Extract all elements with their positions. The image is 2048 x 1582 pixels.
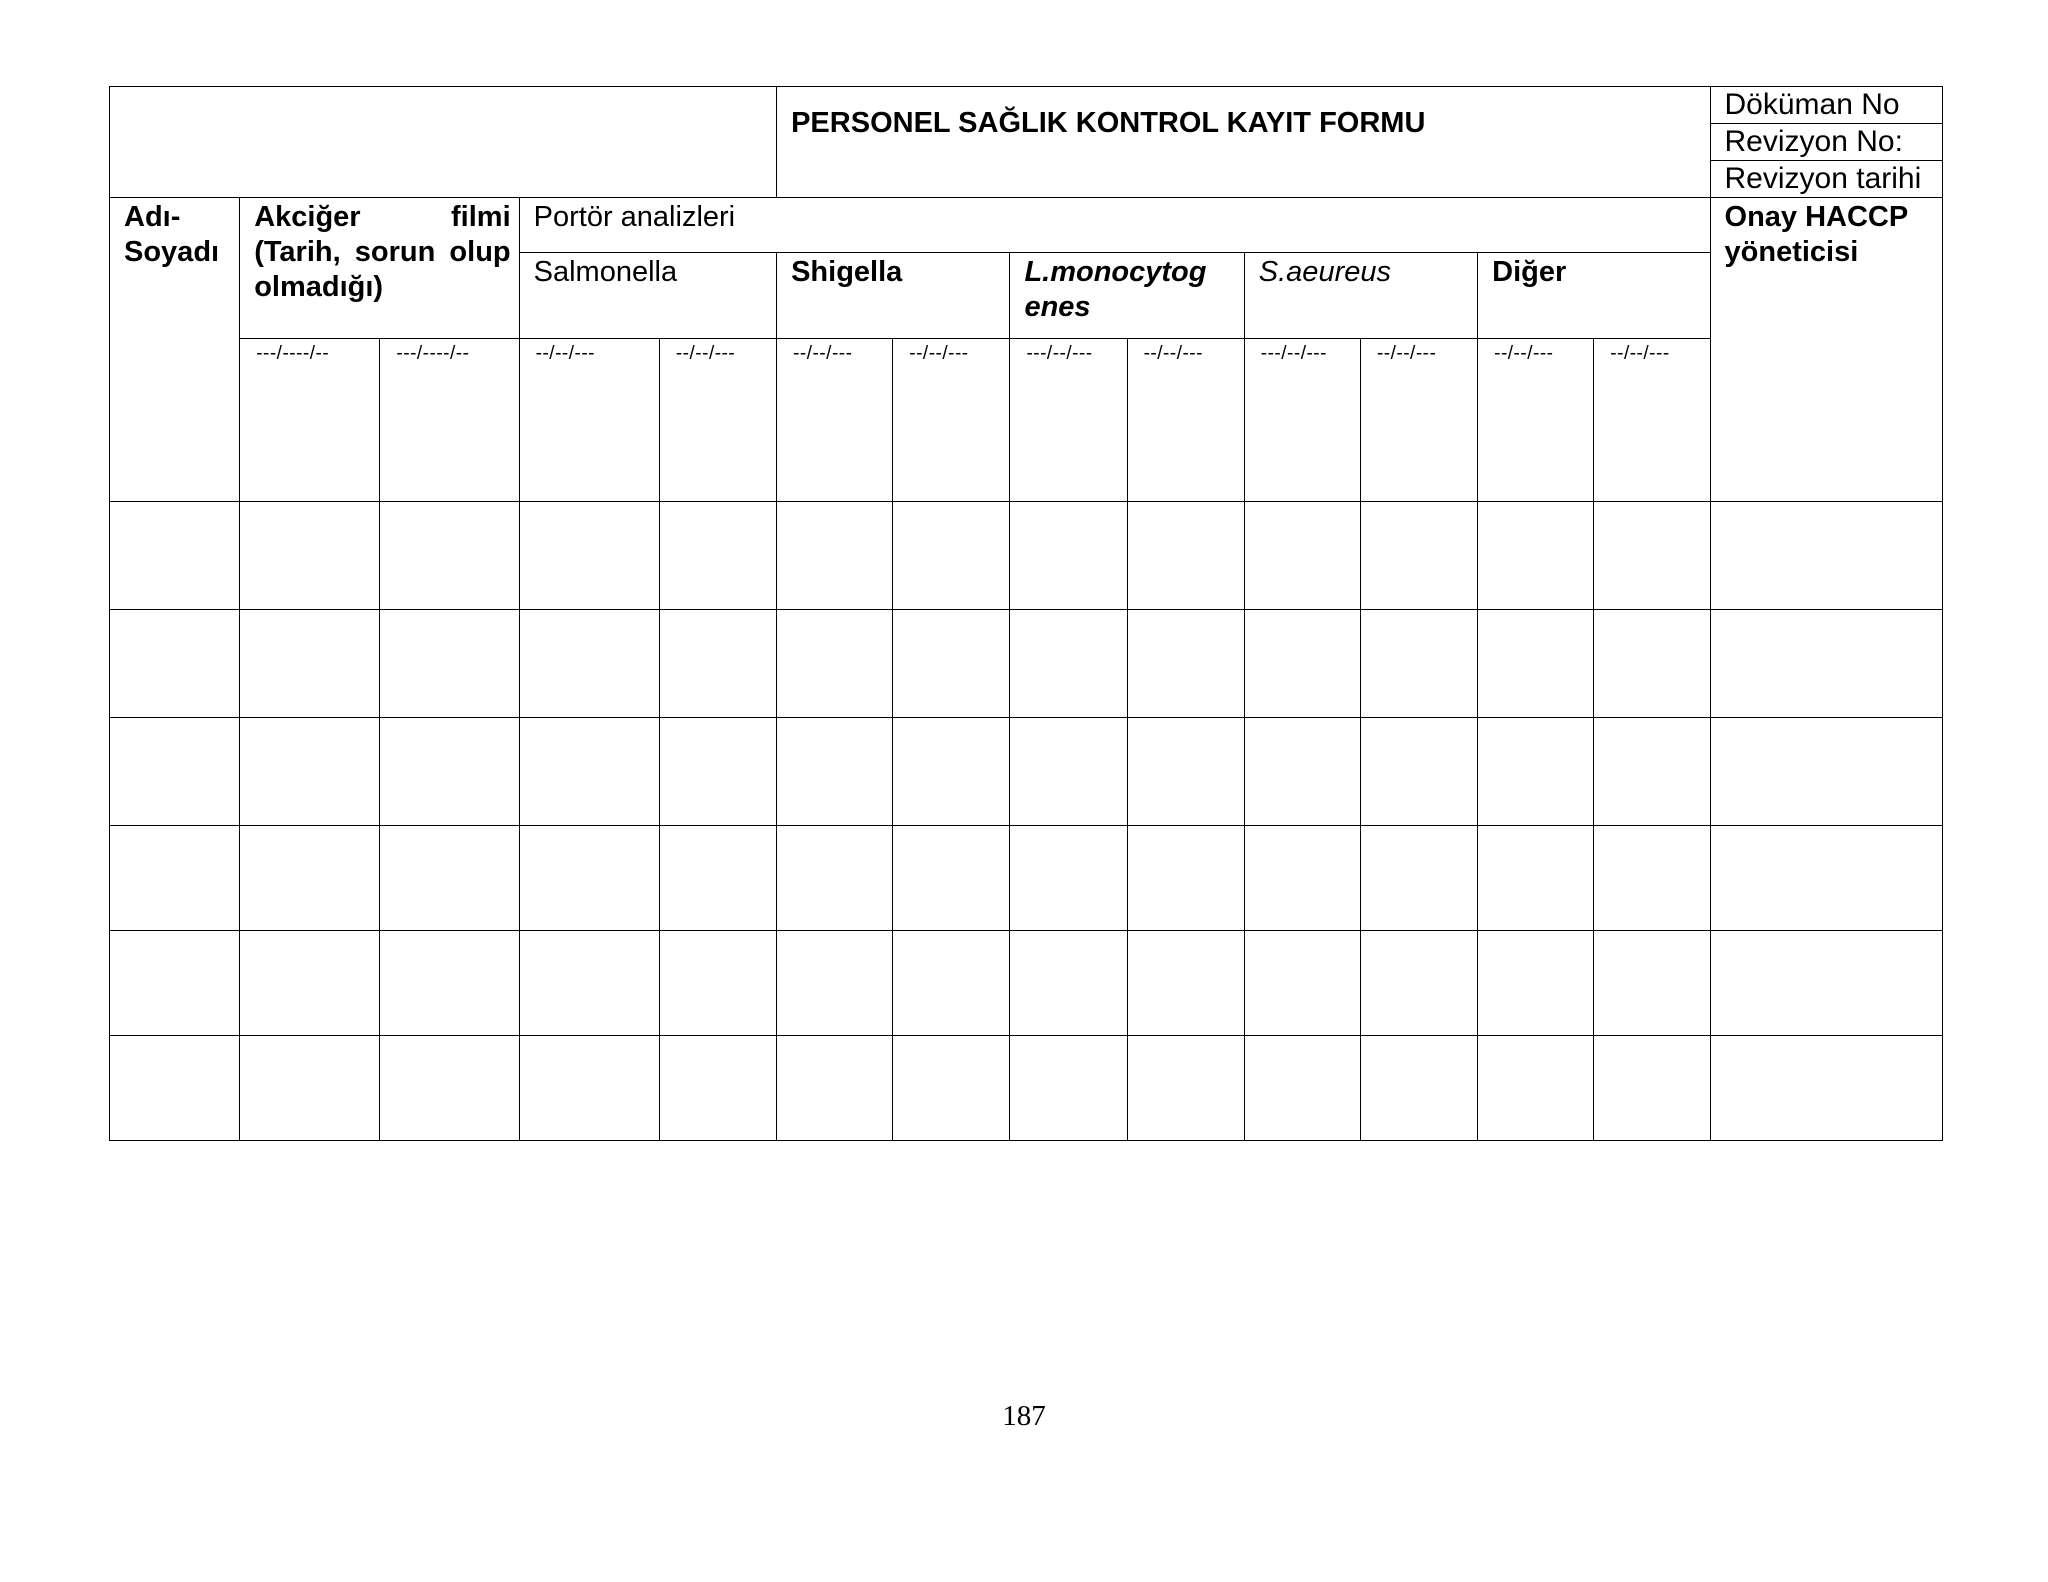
entry-cell[interactable] — [380, 931, 519, 1036]
entry-cell[interactable] — [1360, 931, 1477, 1036]
entry-cell[interactable] — [1478, 610, 1594, 718]
staph-header: S.aeureus — [1244, 253, 1477, 339]
entry-cell[interactable] — [1594, 826, 1710, 931]
entry-cell[interactable] — [1478, 826, 1594, 931]
entry-cell[interactable] — [110, 502, 240, 610]
entry-cell[interactable] — [380, 826, 519, 931]
entry-cell[interactable] — [1244, 1036, 1360, 1141]
entry-cell[interactable] — [1127, 1036, 1244, 1141]
name-column-header — [110, 198, 240, 502]
entry-cell[interactable] — [110, 1036, 240, 1141]
shigella-header: Shigella — [777, 253, 1010, 339]
entry-cell[interactable] — [1127, 610, 1244, 718]
entry-cell[interactable] — [1594, 931, 1710, 1036]
salmonella-header: Salmonella — [519, 253, 776, 339]
entry-cell[interactable] — [240, 718, 380, 826]
date-cell-11[interactable]: --/--/--- — [1478, 339, 1594, 502]
entry-cell[interactable] — [1244, 610, 1360, 718]
entry-cell[interactable] — [1594, 718, 1710, 826]
entry-cell[interactable] — [1478, 502, 1594, 610]
entry-cell[interactable] — [1594, 1036, 1710, 1141]
approval-column-header: Onay HACCP yöneticisi — [1710, 198, 1942, 502]
entry-cell[interactable] — [659, 502, 776, 610]
logo-cell — [110, 87, 777, 198]
entry-cell[interactable] — [777, 826, 893, 931]
date-cell-10[interactable]: --/--/--- — [1360, 339, 1477, 502]
entry-cell[interactable] — [1127, 502, 1244, 610]
entry-cell[interactable] — [1710, 1036, 1942, 1141]
entry-cell[interactable] — [1478, 931, 1594, 1036]
entry-cell[interactable] — [380, 610, 519, 718]
entry-cell[interactable] — [777, 1036, 893, 1141]
entry-cell[interactable] — [1010, 826, 1127, 931]
entry-cell[interactable] — [1010, 718, 1127, 826]
entry-cell[interactable] — [519, 502, 659, 610]
entry-cell[interactable] — [777, 931, 893, 1036]
entry-cell[interactable] — [1360, 610, 1477, 718]
entry-cell[interactable] — [1010, 610, 1127, 718]
entry-cell[interactable] — [1244, 502, 1360, 610]
listeria-header — [1010, 253, 1244, 339]
entry-cell[interactable] — [893, 502, 1010, 610]
date-cell-12[interactable]: --/--/--- — [1594, 339, 1710, 502]
entry-cell[interactable] — [659, 718, 776, 826]
entry-cell[interactable] — [240, 826, 380, 931]
entry-cell[interactable] — [1244, 931, 1360, 1036]
entry-cell[interactable] — [110, 718, 240, 826]
table-row — [110, 826, 1943, 931]
name-header-line2: Soyadı — [124, 236, 220, 268]
entry-cell[interactable] — [1244, 826, 1360, 931]
date-cell-2[interactable]: ---/----/-- — [380, 339, 519, 502]
page-number: 187 — [1002, 1400, 1046, 1432]
entry-cell[interactable] — [1360, 502, 1477, 610]
entry-cell[interactable] — [1710, 931, 1942, 1036]
table-row — [110, 1036, 1943, 1141]
entry-cell[interactable] — [893, 610, 1010, 718]
entry-cell[interactable] — [777, 502, 893, 610]
date-cell-5[interactable]: --/--/--- — [777, 339, 893, 502]
other-header: Diğer — [1478, 253, 1710, 339]
entry-cell[interactable] — [1244, 718, 1360, 826]
carrier-analysis-header: Portör analizleri — [519, 198, 1710, 253]
entry-cell[interactable] — [893, 1036, 1010, 1141]
listeria-header-line1: L.monocytog — [1024, 256, 1207, 288]
entry-cell[interactable] — [380, 502, 519, 610]
entry-rows — [110, 502, 1943, 1141]
date-cell-8[interactable]: --/--/--- — [1127, 339, 1244, 502]
entry-cell[interactable] — [1478, 1036, 1594, 1141]
entry-cell[interactable] — [240, 1036, 380, 1141]
health-control-form-table — [109, 86, 1943, 1141]
entry-cell[interactable] — [777, 610, 893, 718]
revision-no-label: Revizyon No: — [1710, 124, 1942, 161]
entry-cell[interactable] — [1594, 502, 1710, 610]
entry-cell[interactable] — [659, 610, 776, 718]
listeria-header-line2: enes — [1024, 291, 1091, 323]
entry-cell[interactable] — [1360, 826, 1477, 931]
entry-cell[interactable] — [1710, 610, 1942, 718]
entry-cell[interactable] — [1127, 826, 1244, 931]
table-row — [110, 718, 1943, 826]
date-cell-3[interactable]: --/--/--- — [519, 339, 659, 502]
table-row — [110, 931, 1943, 1036]
entry-cell[interactable] — [240, 610, 380, 718]
entry-cell[interactable] — [893, 931, 1010, 1036]
entry-cell[interactable] — [777, 718, 893, 826]
entry-cell[interactable] — [519, 931, 659, 1036]
entry-cell[interactable] — [110, 931, 240, 1036]
entry-cell[interactable] — [659, 826, 776, 931]
entry-cell[interactable] — [1360, 718, 1477, 826]
date-cell-1[interactable]: ---/----/-- — [240, 339, 380, 502]
entry-cell[interactable] — [519, 610, 659, 718]
entry-cell[interactable] — [659, 931, 776, 1036]
table-row — [110, 502, 1943, 610]
date-cell-6[interactable]: --/--/--- — [893, 339, 1010, 502]
table-row — [110, 610, 1943, 718]
entry-cell[interactable] — [240, 502, 380, 610]
entry-cell[interactable] — [1360, 1036, 1477, 1141]
form-title: PERSONEL SAĞLIK KONTROL KAYIT FORMU — [777, 87, 1710, 198]
entry-cell[interactable] — [659, 1036, 776, 1141]
entry-cell[interactable] — [1478, 718, 1594, 826]
entry-cell[interactable] — [1710, 826, 1942, 931]
entry-cell[interactable] — [110, 826, 240, 931]
entry-cell[interactable] — [1010, 502, 1127, 610]
entry-cell[interactable] — [1010, 1036, 1127, 1141]
revision-date-label: Revizyon tarihi — [1710, 161, 1942, 198]
entry-cell[interactable] — [1710, 718, 1942, 826]
entry-cell[interactable] — [240, 931, 380, 1036]
entry-cell[interactable] — [893, 718, 1010, 826]
entry-cell[interactable] — [1127, 718, 1244, 826]
doc-no-label: Döküman No — [1710, 87, 1942, 124]
xray-column-header: Akciğer filmi (Tarih, sorun olup olmadığı) — [240, 198, 519, 339]
date-cell-7[interactable]: ---/--/--- — [1010, 339, 1127, 502]
date-cell-9[interactable]: ---/--/--- — [1244, 339, 1360, 502]
entry-cell[interactable] — [1710, 502, 1942, 610]
entry-cell[interactable] — [1010, 931, 1127, 1036]
entry-cell[interactable] — [519, 826, 659, 931]
entry-cell[interactable] — [519, 718, 659, 826]
entry-cell[interactable] — [1594, 610, 1710, 718]
entry-cell[interactable] — [893, 826, 1010, 931]
date-cell-4[interactable]: --/--/--- — [659, 339, 776, 502]
entry-cell[interactable] — [380, 1036, 519, 1141]
name-header-line1: Adı- — [124, 201, 181, 233]
entry-cell[interactable] — [110, 610, 240, 718]
entry-cell[interactable] — [519, 1036, 659, 1141]
entry-cell[interactable] — [1127, 931, 1244, 1036]
entry-cell[interactable] — [380, 718, 519, 826]
